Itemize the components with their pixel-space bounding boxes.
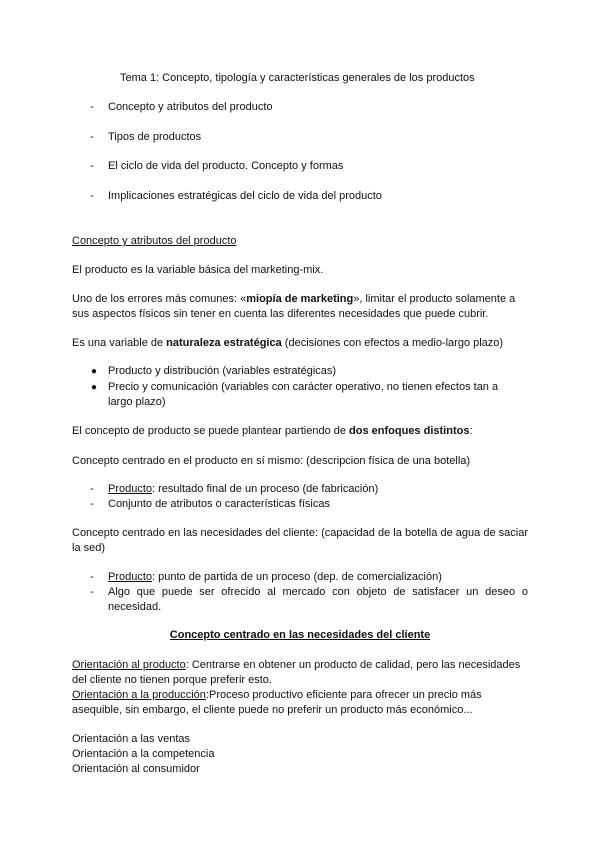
- section-heading: Concepto y atributos del producto: [72, 235, 237, 247]
- paragraph-line: sus aspectos físicos sin tener en cuenta las diferentes necesidades que puede cubrir.: [72, 308, 489, 320]
- toc-item-label: El ciclo de vida del producto. Concepto y formas: [108, 160, 344, 172]
- bullet-label-continued: largo plazo): [108, 396, 166, 408]
- list-item: Orientación a las ventas: [72, 733, 191, 745]
- paragraph: Es una variable de naturaleza estratégica (decisiones con efectos a medio-largo plazo): [72, 337, 504, 349]
- paragraph-line: asequible, sin embargo, el cliente puede no preferir un producto más económico...: [72, 704, 473, 716]
- dash-marker: -: [90, 131, 94, 143]
- paragraph: Concepto centrado en las necesidades del cliente: (capacidad de la botella de agua de saciar la sed): [72, 527, 528, 554]
- dash-marker: -: [90, 586, 94, 598]
- bullet-label: Producto y distribución (variables estratégicas): [108, 365, 337, 377]
- section-heading: Concepto centrado en las necesidades del cliente: [169, 629, 431, 641]
- bullet-marker: ●: [91, 366, 98, 377]
- paragraph: Orientación al producto: Centrarse en obtener un producto de calidad, pero las necesidades: [72, 659, 521, 671]
- dash-marker: -: [90, 190, 94, 202]
- bullet-marker: ●: [91, 382, 98, 393]
- paragraph: El producto es la variable básica del marketing-mix.: [72, 264, 324, 276]
- paragraph: El concepto de producto se puede plantear partiendo de dos enfoques distintos:: [72, 425, 473, 437]
- toc-item-label: Implicaciones estratégicas del ciclo de vida del producto: [108, 190, 382, 202]
- page-title: Tema 1: Concepto, tipología y características generales de los productos: [120, 72, 475, 84]
- list-item-text: Producto: resultado final de un proceso (de fabricación): [108, 483, 379, 495]
- bullet-label: Precio y comunicación (variables con carácter operativo, no tienen efectos tan a: [108, 381, 499, 393]
- dash-marker: -: [90, 101, 94, 113]
- paragraph-line: del cliente no tienen porque preferir esto.: [72, 674, 272, 686]
- list-item-text: Algo que puede ser ofrecido al mercado con objeto de satisfacer un deseo o necesidad.: [108, 586, 528, 613]
- paragraph: Concepto centrado en el producto en sí mismo: (descripcion física de una botella): [72, 455, 471, 467]
- dash-marker: -: [90, 571, 94, 583]
- dash-marker: -: [90, 160, 94, 172]
- toc-item-label: Concepto y atributos del producto: [108, 101, 273, 113]
- dash-marker: -: [90, 483, 94, 495]
- paragraph: Uno de los errores más comunes: «miopía de marketing», limitar el producto solamente a: [72, 293, 516, 305]
- list-item: Orientación a la competencia: [72, 748, 215, 760]
- list-item-text: Producto: punto de partida de un proceso (dep. de comercialización): [108, 571, 442, 583]
- paragraph: Orientación a la producción:Proceso productivo eficiente para ofrecer un precio más: [72, 689, 482, 701]
- list-item: Orientación al consumidor: [72, 763, 200, 775]
- toc-item-label: Tipos de productos: [108, 131, 202, 143]
- list-item-text: Conjunto de atributos o características físicas: [108, 498, 330, 510]
- dash-marker: -: [90, 498, 94, 510]
